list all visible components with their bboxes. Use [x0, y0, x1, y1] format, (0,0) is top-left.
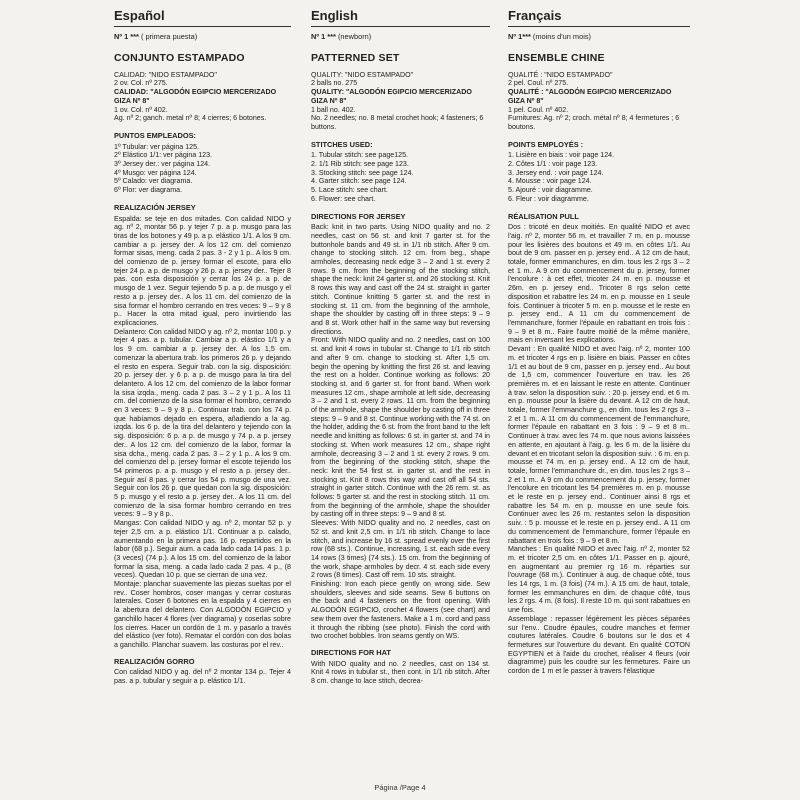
instructions-back: Espalda: se teje en dos mitades. Con calidad NIDO y ag. nº 2, montar 56 p. y tejer 7 p. a p. musgo para las tiras de los botones y 49 p. a p. elástico 1/1. A los 9 cm. cambiar a p. jersey der. A los 12 cm. del comienzo formar sisas, meng. cada 2 pas. 3 - 2 y 1 p.. A los 9 cm. del comienzo de p. jersey formar el escote, para ello tejer 24 p. a p. de musgo y 26 p. a p. jersey der.. Tejer 8 pas. con esta disposición y cerrar los 24 p. a p. de musgo de 1 vez. Seguir tejiendo 5 p. a p. de musgo y el resto a p. jersey der.. A los 11 cm. del comienzo de la sisa formar el hombro cerrando en tres veces: 9 – 9 y 8 p.. Hacer la otra mitad igual, pero invirtiendo las explicaciones. [114, 214, 291, 327]
language-heading: English [311, 8, 490, 27]
section-heading-hat: DIRECTIONS FOR HAT [311, 648, 391, 657]
instructions-front: Front: With NIDO quality and no. 2 needles, cast on 100 st. and knit 4 rows in tubular st. Change to 1/1 rib stitch and after 9 cm. change to stocking st. After 1,5 cm. begin the opening by knitting the first 26 st. and leaving the rest on a holder. Continue working as follows: 20 stocking st. and 6 garter st. for front band. When work measures 12 cm., shape armhole at left side, decreasing 3 – 2 and 1 st. every 2 rows. 11 cm. from the beginning of the armhole, shape the shoulder by casting off in three steps: 9 – 9 and 8 st. Continue working with the 74 st. on the holder, adding the 6 st. from the front band to the left needle and knitting as follows: 6 st. in garter st. and 74 in stocking st. When work measures 12 cm., shape right armhole, decreasing 3 – 2 and 1 st. every 2 rows. 9 cm. from the beginning of the stocking stitch, shape the neck: knit the 54 first st. in garter st. and the rest in stocking st. Knit 8 rows this way and cast off all 54 sts. straight in garter stitch. Continue with the 26 rem. st. as follows: 5 garter st. and the rest in stocking stitch. 11 cm. from the beginning of the armhole, shape the shoulder by casting off in three steps: 9 – 9 and 8 st. [311, 336, 490, 519]
pattern-number: Nº 1 *** (newborn) [311, 32, 372, 41]
instructions-back: Back: knit in two parts. Using NIDO quality and no. 2 needles, cast on 56 st. and knit 7 garter st. for the buttonhole bands and 49 st. in 1/1 rib stitch. After 9 cm. change to stocking stitch. 12 cm. from beg., shape armholes, decreasing neck edge 3 – 2 and 1 st. every 2 rows. 9 cm. from the beginning of the stocking stitch, shape the neck: knit 24 garter st. and 26 stocking st. Knit 8 rows this way and cast off the 24 st. straight in garter stitch. Continue knitting 5 garter st. and the rest in stocking st. 11 cm. from the beginning of the armhole, shape the shoulder by casting off in three steps: 9 – 9 and 8 st. Work other half in the same way but reversing directions. [311, 223, 490, 336]
materials: CALIDAD: "NIDO ESTAMPADO" 2 ov. Col. nº 275. CALIDAD: "ALGODÓN EGIPCIO MERCERIZADO GIZA Nº 8" 1 ov. Col. nº 402. Ag. nº 2; ganch. metal nº 8; 4 cierres; 6 botones. [114, 70, 277, 123]
instructions-back: Dos : tricoté en deux moitiés. En qualité NIDO et avec l'aig. nº 2, monter 56 m. et travailler 7 m. en p. mousse pour les lisières des boutons et 49 m. en côtes 1/1. Au bout de 9 cm. passer en p. jersey end.. A 12 cm de haut, totale, former emmanchures, en dim. tous les 2 rgs 3 – 2 et 1 m.. A 9 cm du commencement du p. jersey, former l'encolure : à cet effet, tricoter 24 m. en p. mousse et 26m. en p. jersey end.. Tricoter 8 rgs selon cette disposition et rabattre les 24 m. en p. mousse en 1 seule fois. Continuer à tricoter 5 m. en p. mousse et le reste en p. jersey end.. A 11 cm du commencement de l'emmanchure, former l'épaule en rabattant en trois fois : 9 – 9 et 8 m.. Faire l'autre moitié de la même manière, mais en inversant les explications. [508, 223, 690, 345]
stitches-list: 1. Lisière en biais : voir page 124. 2. Côtes 1/1 : voir page 123. 3. Jersey end. : voir page 124. 4. Mousse : voir page 124. 5. Ajouré : voir diagramme. 6. Fleur : voir diagramme. [508, 151, 615, 203]
instructions-sleeves: Sleeves: With NIDO quality and no. 2 needles, cast on 52 st. and knit 2,5 cm. in 1/1 rib stitch. Change to lace stitch, and increase by 16 st. spread evenly over the first row (68 sts.). Continue, increasing, 1 st. each side every 14 rows (3 times) (74 sts.). 15 cm. from the beginning of the work, shape armholes by decr. 4 st. each side every 2 rows (8 times). Cast off rem. 10 sts. straight. [311, 519, 490, 580]
stitches-heading: STITCHES USED: [311, 139, 373, 149]
set-title: CONJUNTO ESTAMPADO [114, 51, 245, 64]
page-footer: Página /Page 4 [374, 783, 426, 792]
instructions-sleeves: Manches : En qualité NIDO et avec l'aig. nº 2, monter 52 m. et tricoter 2,5 cm. en côtes 1/1. Passer en p. ajouré, en augmentant au premier rg 16 m. réparties sur l'ouvrage (68 m.). Continuer à aug. de chaque côté, tous les 14 rgs, 1 m. (3 fois) (74 m.). A 15 cm. de haut, totale, former les emmanchures en dim. de chaque côté, tous les 2 rgs. 4 m. (8 fois). Il reste 10 m. qui sont rabattues en une fois. [508, 545, 690, 615]
instructions-hat: Con calidad NIDO y ag. del nº 2 montar 134 p.. Tejer 4 pas. a p. tubular y seguir a p. elástico 1/1. [114, 668, 291, 686]
instructions-front: Devant : En qualité NIDO et avec l'aig. nº 2, monter 100 m. et tricoter 4 rgs en p. lisière en biais. Passer en côtes 1/1 et au bout de 9 cm, passer en p. jersey end.. Au bout de 1,5 cm, commencer l'ouverture en trav. les 26 premières m. et en laissant le reste en attente. Continuer à trav. selon la disposition suiv. : 20 p. jersey end. et 6 m. en p. mousse pour la lisière du devant. A 12 cm de haut, totale, former l'emmanchure g., en dim. tous les 2 rgs 3 – 2 et 1 m.. A 11 cm du commencement de l'emmanchure, former l'épaule en rabattant en 3 fois : 9 – 9 et 8 m.. Continuer à trav. avec les 74 m. que nous avions laissées en attente, en ajoutant à l'aig. g. les 6 m. de la lisière du devant et en tricotant selon la disposition suiv. : 6 m. en p. mousse et 74 m. en p. jersey end.. A 12 cm de haut, totale, former l'emmanchure dr., en dim. tous les 2 rgs 3 – 2 et 1 m.. A 9 cm du commencement du p. jersey, former l'encolure en tricotant les 54 premières m. en p. mousse et le reste en p. jersey end.. Continuer ainsi 8 rgs et rabattre les 54 m. en p. mousse en une seule fois. Continuer avec les 26 m. restantes selon la disposition suiv. : 5 p. mousse et le reste en p. jersey end.. A 11 cm du commencement de l'emmanchure, former l'épaule en rabattant en trois fois : 9 – 9 et 8 m. [508, 345, 690, 545]
set-title: PATTERNED SET [311, 51, 400, 64]
stitches-heading: PUNTOS EMPLEADOS: [114, 130, 196, 140]
section-heading: DIRECTIONS FOR JERSEY [311, 211, 406, 221]
stitches-list: 1. Tubular stitch: see page125. 2. 1/1 Rib stitch: see page 123. 3. Stocking stitch: see page 124. 4. Garter stitch: see page 124. 5. Lace stitch: see chart. 6. Flower: see chart. [311, 151, 414, 203]
set-title: ENSEMBLE CHINE [508, 51, 605, 64]
instructions-finishing: Montaje: planchar suavemente las piezas sueltas por el rev.. Coser hombros, coser mangas y cerrar costuras laterales. Coser 6 botones en la espalda y 4 cierres en la abertura del delantero. Con ALGODÓN EGIPCIO y ganchillo hacer 4 flores (ver diagrama) y coserlas sobre los cierres. Hacer un cordón de 1 m. y pasarlo a través del elástico (ver foto). Rematar el cordón con dos bolas a ganchillo. Planchar suavem. las costuras por el rev.. [114, 580, 291, 649]
section-heading-hat: REALIZACIÓN GORRO [114, 656, 195, 666]
instructions-sleeves: Mangas: Con calidad NIDO y ag. nº 2, montar 52 p. y tejer 2,5 cm. a p. elástico 1/1. Continuar a p. calado, aumentando en la primera pas. 16 p. repartidos en la labor (68 p.). Seguir aum. a cada lado cada 14 pas. 1 p. (3 veces) (74 p.). A los 15 cm. del comienzo de la labor formar la sisa, meng. a cada lado cada 2 pas. 4 p., (8 veces). Quedan 10 p. que se cierran de una vez. [114, 519, 291, 580]
stitches-list: 1º Tubular: ver página 125. 2º Elástico 1/1: ver página 123. 3º Jersey der.: ver página 124. 4º Musgo: ver página 124. 5º Calado: ver diagrama. 6º Flor: ver diagrama. [114, 142, 213, 195]
instructions-front: Delantero: Con calidad NIDO y ag. nº 2, montar 100 p. y tejer 4 pas. a p. tubular. Cambiar a p. elástico 1/1 y a los 9 cm. cambiar a p. jersey der. A los 1,5 cm. comenzar la abertura trab. los primeros 26 p. y dejando el resto en espera. Seguir trab. con la sig. disposición: 20 p. jersey der. y 6 p. a p. de musgo para la tira del delantero. A los 12 cm. del comienzo de la labor formar la sisa izqda., meng. cada 2 pas. 3 – 2 y 1 p.. A los 11 cm. del comienzo de la sisa formar el hombro, cerrando en 3 veces: 9 – 9 y 8 p.. Continuar trab. con los 74 p. que habíamos dejado en espera, añadiendo a la ag. izqda. los 6 p. de la tira del delantero y tejiendo con la sig. disposición: 6 p. a p. de musgo y 74 p. a p. jersey der.. A los 12 cm. del comienzo de la labor, formar la sisa dcha., meng. cada 2 pas. 3 – 2 y 1 p.. A los 9 cm. del comienzo del p. jersey formar el escote tejiendo los 54 primeros p. a p. musgo y el resto a p. jersey der.. Seguir así 8 pas. y cerrar los 54 p. musgo de una vez. Seguir con los 26 p. que quedan con la sig. disposición: 5 p. musgo y el resto a p. jersey der.. A los 11 cm. del comienzo de la sisa formar hombro cerrando en tres veces: 9 – 9 y 8 p.. [114, 327, 291, 519]
instructions-hat: With NIDO quality and no. 2 needles, cast on 134 st. Knit 4 rows in tubular st., then cont. in 1/1 rib stitch. After 8 cm. change to lace stitch, decrea- [311, 659, 490, 686]
pattern-number: Nº 1*** (moins d'un mois) [508, 32, 591, 41]
section-heading: REALIZACIÓN JERSEY [114, 202, 196, 212]
column-english [311, 8, 490, 780]
column-spanish [114, 8, 291, 780]
instructions-finishing: Assemblage : repasser légèrement les pièces séparées sur l'env.. Coudre épaules, coudre manches et fermer coutures latérales. Coudre 6 boutons sur le dos et 4 fermetures sur l'ouverture du devant. En qualité COTON EGYPTIEN et à l'aide du crochet, réaliser 4 fleurs (voir diagramme) puis les coudre sur les fermetures. Faire un cordon de 1 m et le passer à travers l'élastique [508, 614, 690, 676]
column-french [508, 8, 690, 780]
section-heading: RÉALISATION PULL [508, 211, 579, 221]
language-heading: Español [114, 8, 291, 27]
materials: QUALITY: "NIDO ESTAMPADO" 2 balls no. 275 QUALITY: "ALGODÓN EGIPCIO MERCERIZADO GIZA Nº 8" 1 ball no. 402. No. 2 needles; no. 8 metal crochet hook; 4 fasteners; 6 buttons. [311, 70, 484, 131]
materials: QUALITÉ : "NIDO ESTAMPADO" 2 pel. Coul. nº 275. QUALITÉ : "ALGODÓN EGIPCIO MERCERIZADO GIZA Nº 8" 1 pel. Coul. nº 402. Furnitures: Ag. nº 2; croch. métal nº 8; 4 fermetures ; 6 boutons. [508, 70, 680, 131]
instructions-finishing: Finishing: Iron each piece gently on wrong side. Sew shoulders, sleeves and side seams. Sew 6 buttons on the back and 4 fasteners on the front opening. With ALGODÓN EGIPCIO, crochet 4 flowers (see chart) and sew them over the fasteners. Make a 1 m. cord and pass it through the ribbing (see photo). Finish the cord with two crochet bobbles. Iron seams gently on WS. [311, 580, 490, 641]
pattern-number: Nº 1 *** ( primera puesta) [114, 32, 198, 41]
stitches-heading: POINTS EMPLOYÉS : [508, 139, 584, 149]
language-heading: Français [508, 8, 690, 27]
